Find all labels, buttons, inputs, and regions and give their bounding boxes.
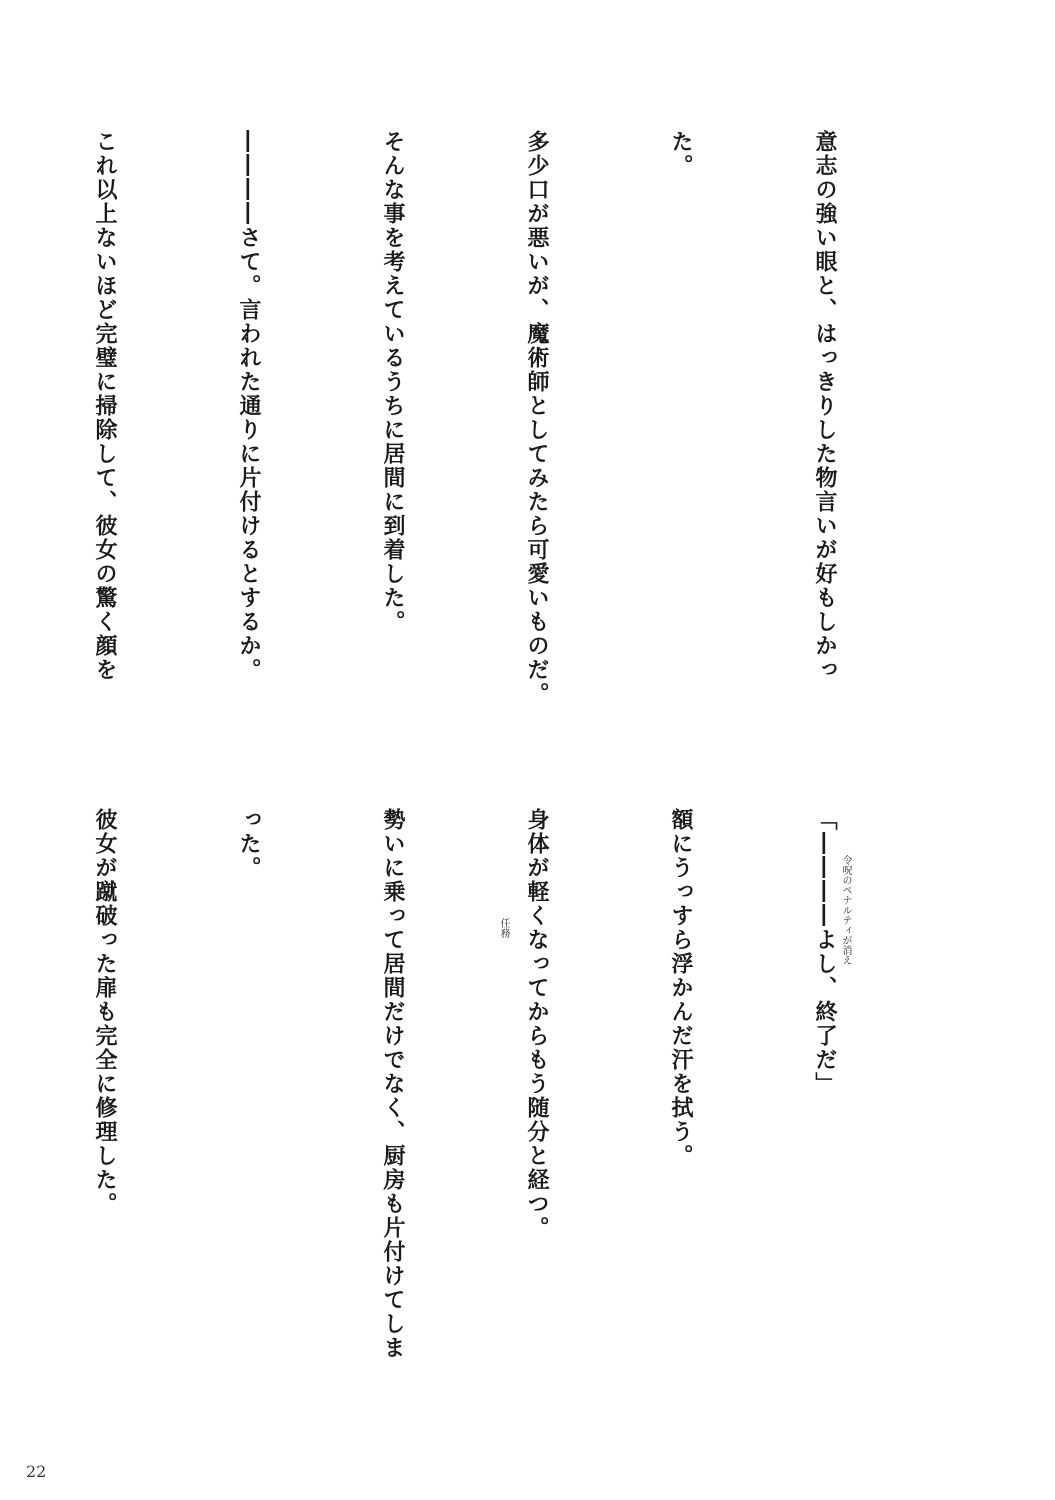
text-line: 身体が軽くなってからもう随分と経つ。 — [524, 808, 550, 1240]
text-line: これ以上ないほど完璧に掃除して、彼女の驚く顔を — [92, 130, 118, 682]
text-block-top — [0, 130, 945, 730]
page-number: 22 — [26, 1462, 47, 1481]
ruby-annotation: 任務 — [498, 918, 509, 938]
text-line: 彼女が蹴破った扉も完全に修理した。 — [92, 808, 118, 1216]
text-line: 額にうっすら浮かんだ汗を拭う。 — [668, 808, 694, 1168]
text-block-bottom — [0, 808, 945, 1448]
text-line: 勢いに乗って居間だけでなく、厨房も片付けてしま — [380, 808, 406, 1360]
text-line: 多少口が悪いが、魔術師としてみたら可愛いものだ。 — [524, 130, 550, 706]
text-line: 意志の強い眼と、はっきりした物言いが好もしかっ — [812, 130, 838, 682]
text-line: った。 — [236, 808, 262, 880]
text-line: そんな事を考えているうちに居間に到着した。 — [380, 130, 406, 634]
text-line: た。 — [668, 130, 694, 178]
ruby-annotation: 令呪のペナルティが消え — [840, 855, 851, 965]
text-line: 「――――よし、終了だ」 — [812, 808, 838, 1096]
text-line: ――――さて。言われた通りに片付けるとするか。 — [236, 130, 262, 682]
